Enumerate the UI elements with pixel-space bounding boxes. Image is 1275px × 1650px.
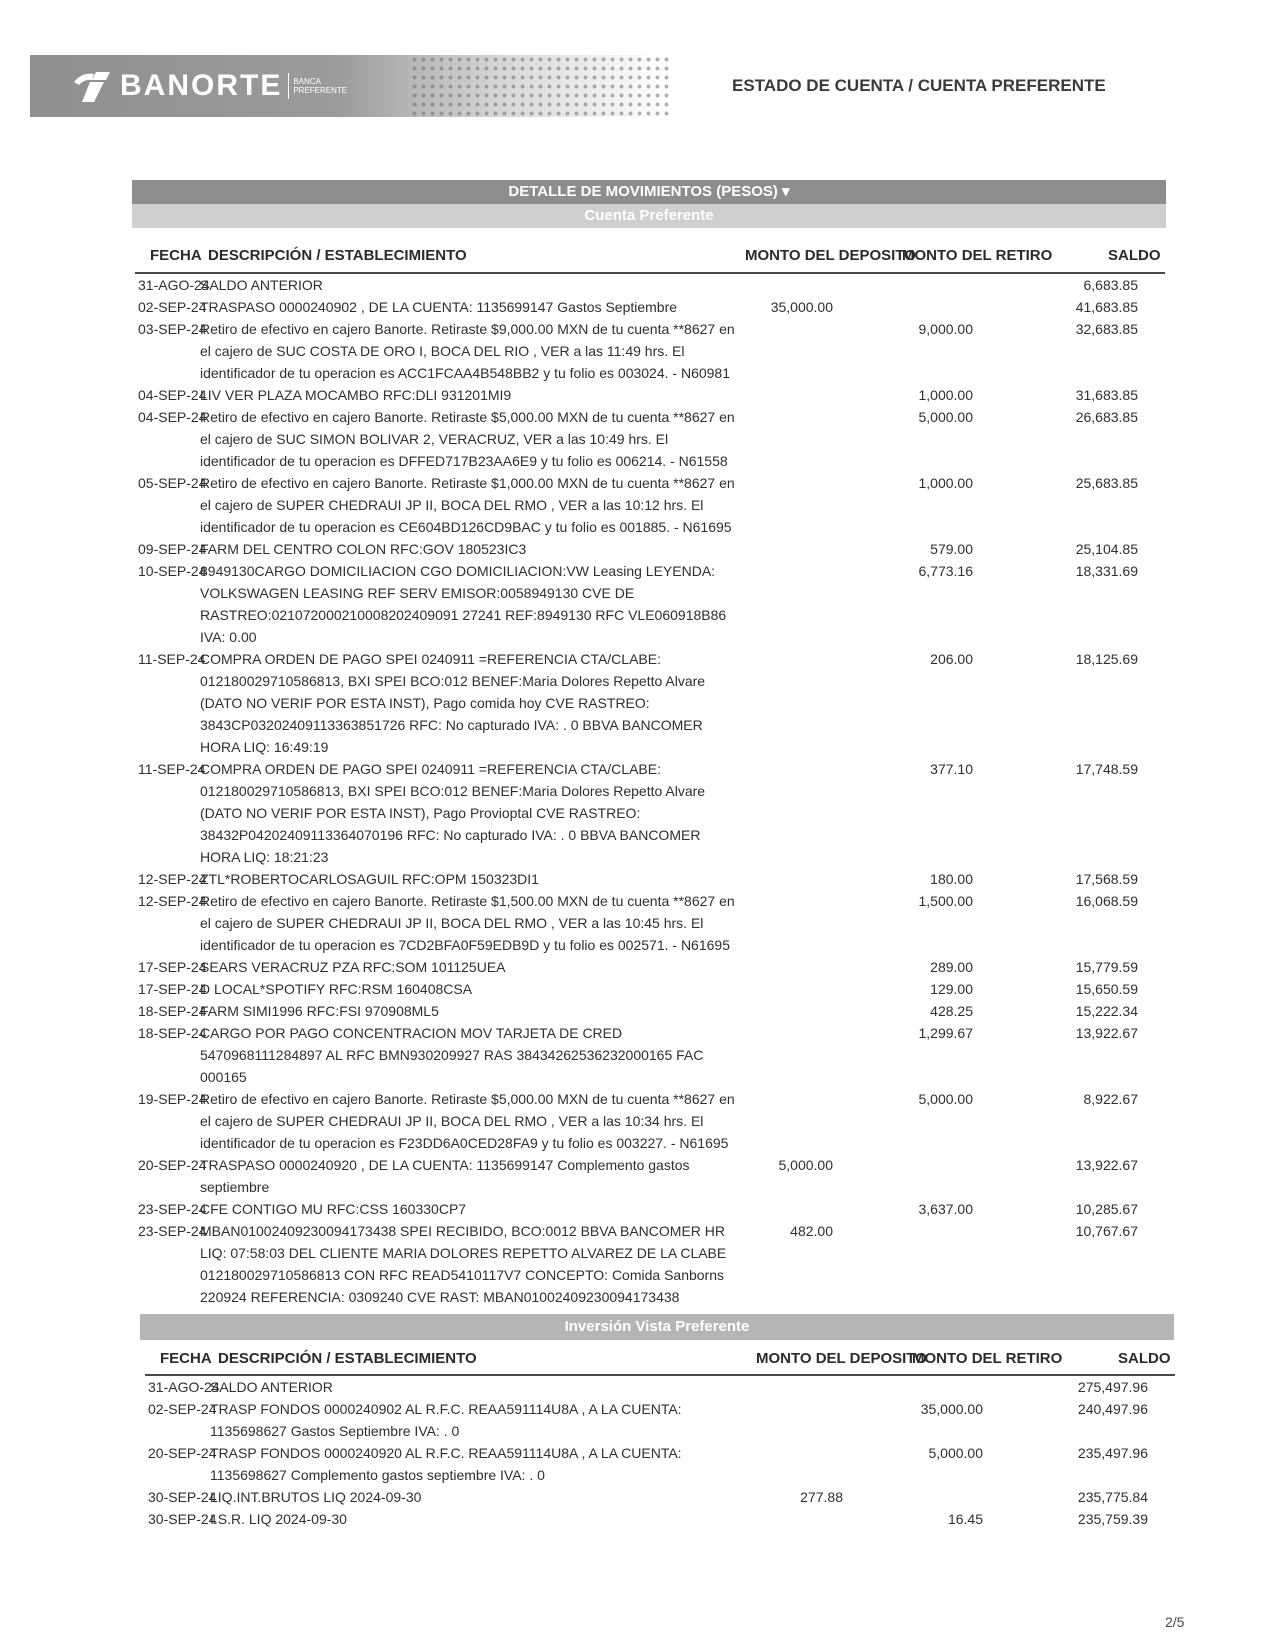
inversion-movements [148, 1376, 1178, 1530]
row-description: CFE CONTIGO MU RFC:CSS 160330CP7 [200, 1201, 467, 1217]
row-description: Retiro de efectivo en cajero Banorte. Retiraste $1,500.00 MXN de tu cuenta **8627 en el cajero de SUPER CHEDRAUI JP II, BOCA DEL RMO , VER a las 10:45 hrs. El identificador de tu operacion es 7CD2BFA0F59EDB9D y tu folio es 002571. - N61695 [200, 893, 735, 953]
row-description: FARM DEL CENTRO COLON RFC:GOV 180523IC3 [200, 541, 527, 557]
row-balance: 41,683.85 [1075, 299, 1138, 315]
row-description: MBAN01002409230094173438 SPEI RECIBIDO, BCO:0012 BBVA BANCOMER HR LIQ: 07:58:03 DEL CLIENTE MARIA DOLORES REPETTO ALVAREZ DE LA CLABE 012180029710586813 CON RFC READ5410117V7 CONCEPTO: Comida Sanborns 220924 REFERENCIA: 0309240 CVE RAST: MBAN01002409230094173438 [200, 1223, 727, 1305]
row-date: 18-SEP-24 [138, 1025, 207, 1041]
col-descripcion: DESCRIPCIÓN / ESTABLECIMIENTO [208, 247, 467, 264]
movement-row [138, 1088, 1168, 1154]
row-date: 23-SEP-24 [138, 1223, 207, 1239]
row-withdrawal: 377.10 [930, 761, 973, 777]
row-date: 30-SEP-24 [148, 1511, 217, 1527]
movement-row [148, 1486, 1178, 1508]
col-fecha: FECHA [150, 247, 202, 264]
row-withdrawal: 1,299.67 [918, 1025, 973, 1041]
row-balance: 235,497.96 [1077, 1445, 1148, 1461]
row-balance: 8,922.67 [1083, 1091, 1138, 1107]
movement-row [138, 890, 1168, 956]
movement-row [138, 472, 1168, 538]
row-date: 18-SEP-24 [138, 1003, 207, 1019]
row-balance: 25,683.85 [1075, 475, 1138, 491]
movement-row [138, 560, 1168, 648]
column-header-row [150, 247, 1165, 271]
row-description: TRASP FONDOS 0000240902 AL R.F.C. REAA591114U8A , A LA CUENTA: 1135698627 Gastos Septiembre IVA: . 0 [210, 1401, 682, 1439]
row-description: TRASPASO 0000240920 , DE LA CUENTA: 1135699147 Complemento gastos septiembre [200, 1157, 690, 1195]
banorte-logo-icon [70, 68, 114, 104]
inv-col-fecha: FECHA [160, 1350, 212, 1367]
movement-row [138, 406, 1168, 472]
inv-col-saldo: SALDO [1118, 1350, 1171, 1367]
row-deposit: 5,000.00 [778, 1157, 833, 1173]
row-withdrawal: 1,500.00 [918, 893, 973, 909]
movement-row [138, 1198, 1168, 1220]
movement-row [138, 296, 1168, 318]
row-balance: 13,922.67 [1075, 1157, 1138, 1173]
row-date: 17-SEP-24 [138, 959, 207, 975]
banorte-logo [70, 65, 363, 107]
row-balance: 17,568.59 [1075, 871, 1138, 887]
row-withdrawal: 289.00 [930, 959, 973, 975]
brand-divider [288, 73, 289, 99]
row-description: I.S.R. LIQ 2024-09-30 [210, 1511, 347, 1527]
row-date: 04-SEP-24 [138, 387, 207, 403]
inv-col-deposito: MONTO DEL DEPOSITO [756, 1350, 927, 1367]
row-description: SALDO ANTERIOR [210, 1379, 333, 1395]
row-description: D LOCAL*SPOTIFY RFC:RSM 160408CSA [200, 981, 473, 997]
row-withdrawal: 1,000.00 [918, 475, 973, 491]
row-description: TRASP FONDOS 0000240920 AL R.F.C. REAA591114U8A , A LA CUENTA: 1135698627 Complemento gastos septiembre IVA: . 0 [210, 1445, 682, 1483]
row-description: SALDO ANTERIOR [200, 277, 323, 293]
brand-header-bar [30, 55, 670, 117]
movement-row [138, 1022, 1168, 1088]
row-withdrawal: 35,000.00 [920, 1401, 983, 1417]
brand-sub-line-1: BANCA [293, 77, 321, 86]
row-withdrawal: 206.00 [930, 651, 973, 667]
row-withdrawal: 428.25 [930, 1003, 973, 1019]
row-date: 10-SEP-24 [138, 563, 207, 579]
brand-name: BANORTE [120, 69, 283, 102]
row-balance: 26,683.85 [1075, 409, 1138, 425]
movement-row [138, 956, 1168, 978]
row-date: 31-AGO-24 [138, 277, 210, 293]
row-description: LIQ.INT.BRUTOS LIQ 2024-09-30 [210, 1489, 422, 1505]
row-balance: 10,767.67 [1075, 1223, 1138, 1239]
row-withdrawal: 5,000.00 [928, 1445, 983, 1461]
cuenta-preferente-movements [138, 274, 1168, 1308]
row-withdrawal: 129.00 [930, 981, 973, 997]
row-balance: 15,222.34 [1075, 1003, 1138, 1019]
col-saldo: SALDO [1108, 247, 1161, 264]
inversion-column-header-row [160, 1350, 1170, 1374]
row-description: 8949130CARGO DOMICILIACION CGO DOMICILIACION:VW Leasing LEYENDA: VOLKSWAGEN LEASING REF SERV EMISOR:0058949130 CVE DE RASTREO:021072000210008202409091 27241 REF:8949130 RFC VLE060918B86 IVA: 0.00 [200, 563, 727, 645]
row-withdrawal: 5,000.00 [918, 409, 973, 425]
row-description: Retiro de efectivo en cajero Banorte. Retiraste $9,000.00 MXN de tu cuenta **8627 en el cajero de SUC COSTA DE ORO I, BOCA DEL RIO , VER a las 11:49 hrs. El identificador de tu operacion es ACC1FCAA4B548BB2 y tu folio es 003024. - N60981 [200, 321, 735, 381]
row-withdrawal: 5,000.00 [918, 1091, 973, 1107]
movement-row [138, 648, 1168, 758]
row-balance: 15,779.59 [1075, 959, 1138, 975]
movement-row [138, 868, 1168, 890]
movement-row [138, 318, 1168, 384]
inv-col-descripcion: DESCRIPCIÓN / ESTABLECIMIENTO [218, 1350, 477, 1367]
row-withdrawal: 9,000.00 [918, 321, 973, 337]
movement-row [138, 1220, 1168, 1308]
movement-row [148, 1398, 1178, 1442]
row-balance: 6,683.85 [1083, 277, 1138, 293]
row-date: 30-SEP-24 [148, 1489, 217, 1505]
col-deposito: MONTO DEL DEPOSITO [745, 247, 916, 264]
row-date: 02-SEP-24 [138, 299, 207, 315]
row-description: Retiro de efectivo en cajero Banorte. Retiraste $5,000.00 MXN de tu cuenta **8627 en el cajero de SUPER CHEDRAUI JP II, BOCA DEL RMO , VER a las 10:34 hrs. El identificador de tu operacion es F23DD6A0CED28FA9 y tu folio es 003227. - N61695 [200, 1091, 735, 1151]
movement-row [148, 1376, 1178, 1398]
row-description: CARGO POR PAGO CONCENTRACION MOV TARJETA DE CRED 5470968111284897 AL RFC BMN930209927 RAS 38434262536232000165 FAC 000165 [200, 1025, 704, 1085]
row-date: 03-SEP-24 [138, 321, 207, 337]
row-description: COMPRA ORDEN DE PAGO SPEI 0240911 =REFERENCIA CTA/CLABE: 012180029710586813, BXI SPEI BCO:012 BENEF:Maria Dolores Repetto Alvare (DATO NO VERIF POR ESTA INST), Pago comida hoy CVE RASTREO: 3843CP03202409113363851726 RFC: No capturado IVA: . 0 BBVA BANCOMER HORA LIQ: 16:49:19 [200, 651, 706, 755]
movement-row [138, 758, 1168, 868]
row-balance: 235,759.39 [1077, 1511, 1148, 1527]
row-balance: 32,683.85 [1075, 321, 1138, 337]
row-date: 02-SEP-24 [148, 1401, 217, 1417]
col-retiro: MONTO DEL RETIRO [902, 247, 1053, 264]
row-date: 12-SEP-24 [138, 871, 207, 887]
row-balance: 16,068.59 [1075, 893, 1138, 909]
movement-row [148, 1442, 1178, 1486]
row-deposit: 482.00 [790, 1223, 833, 1239]
row-balance: 10,285.67 [1075, 1201, 1138, 1217]
row-withdrawal: 16.45 [947, 1511, 983, 1527]
row-date: 19-SEP-24 [138, 1091, 207, 1107]
row-withdrawal: 579.00 [930, 541, 973, 557]
row-balance: 13,922.67 [1075, 1025, 1138, 1041]
row-date: 09-SEP-24 [138, 541, 207, 557]
row-date: 12-SEP-24 [138, 893, 207, 909]
row-description: COMPRA ORDEN DE PAGO SPEI 0240911 =REFERENCIA CTA/CLABE: 012180029710586813, BXI SPEI BCO:012 BENEF:Maria Dolores Repetto Alvare (DATO NO VERIF POR ESTA INST), Pago Provioptal CVE RASTREO: 38432P04202409113364070196 RFC: No capturado IVA: . 0 BBVA BANCOMER HORA LIQ: 18:21:23 [200, 761, 706, 865]
row-deposit: 277.88 [800, 1489, 843, 1505]
row-date: 17-SEP-24 [138, 981, 207, 997]
row-balance: 25,104.85 [1075, 541, 1138, 557]
row-withdrawal: 3,637.00 [918, 1201, 973, 1217]
page-number: 2/5 [1165, 1614, 1185, 1630]
row-withdrawal: 6,773.16 [918, 563, 973, 579]
row-withdrawal: 1,000.00 [918, 387, 973, 403]
row-description: SEARS VERACRUZ PZA RFC:SOM 101125UEA [200, 959, 506, 975]
row-description: ZTL*ROBERTOCARLOSAGUIL RFC:OPM 150323DI1 [200, 871, 539, 887]
row-date: 04-SEP-24 [138, 409, 207, 425]
movement-row [138, 274, 1168, 296]
movement-row [148, 1508, 1178, 1530]
row-description: Retiro de efectivo en cajero Banorte. Retiraste $1,000.00 MXN de tu cuenta **8627 en el cajero de SUPER CHEDRAUI JP II, BOCA DEL RMO , VER a las 10:12 hrs. El identificador de tu operacion es CE604BD126CD9BAC y tu folio es 001885. - N61695 [200, 475, 735, 535]
document-title: ESTADO DE CUENTA / CUENTA PREFERENTE [732, 76, 1106, 95]
row-description: LIV VER PLAZA MOCAMBO RFC:DLI 931201MI9 [200, 387, 512, 403]
row-date: 11-SEP-24 [138, 761, 206, 777]
row-balance: 240,497.96 [1077, 1401, 1148, 1417]
movement-row [138, 978, 1168, 1000]
row-balance: 18,125.69 [1075, 651, 1138, 667]
brand-dot-pattern [410, 55, 670, 117]
row-date: 05-SEP-24 [138, 475, 207, 491]
row-date: 20-SEP-24 [148, 1445, 217, 1461]
row-deposit: 35,000.00 [770, 299, 833, 315]
row-balance: 31,683.85 [1075, 387, 1138, 403]
cuenta-preferente-banner: Cuenta Preferente [132, 204, 1166, 228]
movement-row [138, 538, 1168, 560]
row-withdrawal: 180.00 [930, 871, 973, 887]
row-description: Retiro de efectivo en cajero Banorte. Retiraste $5,000.00 MXN de tu cuenta **8627 en el cajero de SUC SIMON BOLIVAR 2, VERACRUZ, VER a las 10:49 hrs. El identificador de tu operacion es DFFED717B23AA6E9 y tu folio es 006214. - N61558 [200, 409, 735, 469]
brand-sub-line-2: PREFERENTE [293, 86, 348, 95]
row-description: TRASPASO 0000240902 , DE LA CUENTA: 1135699147 Gastos Septiembre [200, 299, 678, 315]
row-balance: 15,650.59 [1075, 981, 1138, 997]
brand-subtitle [293, 77, 363, 95]
row-description: FARM SIMI1996 RFC:FSI 970908ML5 [200, 1003, 439, 1019]
section-banner: DETALLE DE MOVIMIENTOS (PESOS) ▾ [132, 180, 1166, 204]
row-date: 23-SEP-24 [138, 1201, 207, 1217]
row-date: 11-SEP-24 [138, 651, 206, 667]
row-balance: 17,748.59 [1075, 761, 1138, 777]
row-balance: 18,331.69 [1075, 563, 1138, 579]
movement-row [138, 1154, 1168, 1198]
movement-row [138, 1000, 1168, 1022]
row-date: 31-AGO-24 [148, 1379, 220, 1395]
row-balance: 275,497.96 [1077, 1379, 1148, 1395]
inv-col-retiro: MONTO DEL RETIRO [912, 1350, 1063, 1367]
inversion-banner: Inversión Vista Preferente [140, 1314, 1174, 1340]
row-balance: 235,775.84 [1077, 1489, 1148, 1505]
row-date: 20-SEP-24 [138, 1157, 207, 1173]
movement-row [138, 384, 1168, 406]
